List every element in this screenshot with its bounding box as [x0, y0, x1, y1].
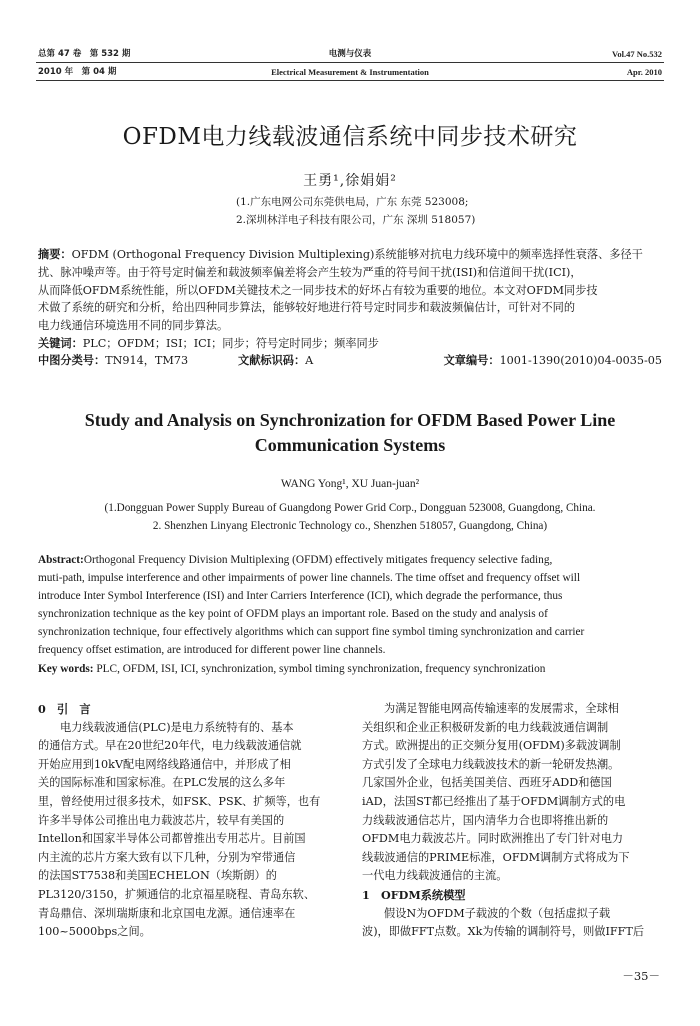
body-line: 一代电力线载波通信的主流。 [362, 869, 508, 883]
header-rule-1 [36, 62, 664, 63]
body-line: 许多半导体公司推出电力载波芯片，较早有美国的 [38, 813, 285, 827]
header-journal-en: Electrical Measurement & Instrumentation [271, 67, 429, 77]
body-line: 为满足智能电网高传输速率的发展需求，全球相 [384, 702, 619, 715]
body-line: iAD，法国ST都已经推出了基于OFDM调制方式的电 [362, 794, 626, 808]
header-journal-cn: 电测与仪表 [328, 49, 372, 59]
header-vol-issue: 总第 47 卷 第 532 期 [38, 49, 131, 59]
clc-value: TN914，TM73 [105, 354, 189, 367]
body-line: 里，曾经使用过很多技术，如FSK、PSK、扩频等，也有 [38, 794, 321, 808]
abstract-en [38, 551, 662, 659]
header-rule-2 [36, 80, 664, 81]
body-line: 的法国ST7538和美国ECHELON（埃斯朗）的 [38, 869, 277, 883]
doc-code-value: A [305, 354, 314, 367]
affiliation-cn-line: 2.深圳林洋电子科技有限公司，广东 深圳 518057) [236, 214, 476, 226]
abstract-en-line: introduce Inter Symbol Interference (ISI) and Inter Carriers Interference (ICI), which degrade the performance, thus [38, 590, 563, 602]
left-column [38, 700, 334, 942]
section-heading-model: 1 OFDM系统模型 [362, 887, 466, 902]
body-line: 力线载波通信芯片，国内清华力合也即将推出新的 [362, 813, 609, 827]
clc-label: 中图分类号： [38, 353, 106, 367]
section-heading-intro: 0 引 言 [38, 702, 91, 716]
body-line: 关组织和企业正积极研发新的电力线载波通信调制 [362, 720, 609, 734]
keywords-cn-label: 关键词： [38, 336, 83, 350]
body-line: 方式引发了全球电力线载波技术的新一轮研发热潮。 [362, 757, 620, 771]
title-en-line: Communication Systems [254, 435, 446, 455]
classification-row [38, 352, 662, 370]
keywords-cn [38, 335, 662, 353]
body-line: 方式。欧洲提出的正交频分复用(OFDM)多载波调制 [362, 739, 621, 753]
body-line: 波)，即做FFT点数。Xk为传输的调制符号，则做IFFT后 [362, 925, 645, 939]
affiliation-cn [236, 193, 475, 229]
page-number: －35－ [622, 969, 660, 983]
body-line: 电力线载波通信(PLC)是电力系统特有的、基本 [60, 720, 294, 734]
body-line: 关的国际标准和国家标准。在PLC发展的这么多年 [38, 776, 286, 790]
body-line: 的通信方式。早在20世纪20年代，电力线载波通信就 [38, 739, 302, 753]
abstract-cn-line: 扰、脉冲噪声等。由于符号定时偏差和载波频率偏差将会产生较为严重的符号间干扰(ISI)和信道间干扰(ICI)， [38, 265, 582, 279]
authors-cn: 王勇¹,徐娟娟² [303, 173, 397, 189]
body-line: PL3120/3150，扩频通信的北京福星晓程、青岛东软、 [38, 887, 316, 901]
abstract-en-label: Abstract: [38, 554, 84, 566]
body-line: 100~5000bps之间。 [38, 925, 151, 939]
body-line: 青岛鼎信、深圳瑞斯康和北京国电龙源。通信速率在 [38, 906, 296, 920]
abstract-en-line: muti-path, impulse interference and other impairments of power line channels. The time offset and frequency offset will [38, 572, 581, 584]
affiliation-en-line: (1.Dongguan Power Supply Bureau of Guangdong Power Grid Corp., Dongguan 523008, Guangdong, China. [104, 502, 596, 514]
body-line: 内主流的芯片方案大致有以下几种，分别为窄带通信 [38, 850, 296, 864]
header-year-issue: 2010 年 第 04 期 [38, 67, 117, 77]
affiliation-en-line: 2. Shenzhen Linyang Electronic Technology co., Shenzhen 518057, Guangdong, China) [152, 520, 548, 532]
abstract-cn [38, 246, 662, 335]
affiliation-cn-line: (1.广东电网公司东莞供电局，广东 东莞 523008; [236, 196, 469, 208]
keywords-en-label: Key words: [38, 663, 94, 675]
header-vol-no: Vol.47 No.532 [612, 49, 662, 59]
article-no-value: 1001-1390(2010)04-0035-05 [499, 354, 662, 367]
page-title-en [0, 408, 700, 458]
body-line: OFDM电力载波芯片。同时欧洲推出了专门针对电力 [362, 832, 624, 846]
abstract-en-line: frequency offset estimation, are introduced for different power line channels. [38, 644, 386, 656]
abstract-cn-line: 从而降低OFDM系统性能，所以OFDM关键技术之一同步技术的好坏占有较为重要的地位。本文对OFDM同步技 [38, 283, 598, 297]
abstract-en-line: synchronization technique as the key point of OFDM plays an important role. Based on the study and analysis of [38, 608, 548, 620]
abstract-cn-line: 术做了系统的研究和分析，给出四种同步算法，能够较好地进行符号定时同步和载波频偏估计，可针对不同的 [38, 301, 576, 315]
body-line: 几家国外企业，包括美国美信、西班牙ADD和德国 [362, 776, 612, 790]
abstract-cn-line: 电力线通信环境选用不同的同步算法。 [38, 319, 229, 333]
affiliation-en [0, 499, 700, 535]
abstract-en-line: synchronization technique, four effectively algorithms which can support fine symbol timing synchronization and carrier [38, 626, 585, 638]
body-line: 开始应用到10kV配电网络线路通信中，并形成了相 [38, 757, 291, 771]
authors-en: WANG Yong¹, XU Juan-juan² [280, 478, 420, 490]
abstract-en-line: Orthogonal Frequency Division Multiplexing (OFDM) effectively mitigates frequency selective fading, [83, 554, 553, 566]
keywords-en [38, 660, 662, 678]
doc-code-label: 文献标识码： [238, 353, 306, 367]
keywords-cn-text: PLC；OFDM；ISI；ICI；同步；符号定时同步；频率同步 [82, 337, 379, 350]
body-line: 假设N为OFDM子载波的个数（包括虚拟子载 [384, 906, 611, 920]
body-line: 线载波通信的PRIME标准，OFDM调制方式将成为下 [362, 850, 630, 864]
right-column [362, 700, 662, 942]
abstract-cn-line: OFDM (Orthogonal Frequency Division Multiplexing)系统能够对抗电力线环境中的频率选择性衰落、多径干 [71, 248, 643, 261]
keywords-en-text: PLC, OFDM, ISI, ICI, synchronization, symbol timing synchronization, frequency synchronization [96, 663, 546, 675]
title-en-line: Study and Analysis on Synchronization for OFDM Based Power Line [84, 410, 616, 430]
article-no-label: 文章编号： [443, 353, 500, 367]
header-date: Apr. 2010 [626, 67, 662, 77]
body-line: Intellon和国家半导体公司都曾推出专用芯片。目前国 [38, 832, 306, 846]
page-title-cn: OFDM电力线载波通信系统中同步技术研究 [122, 124, 578, 150]
abstract-cn-label: 摘要： [38, 247, 72, 261]
